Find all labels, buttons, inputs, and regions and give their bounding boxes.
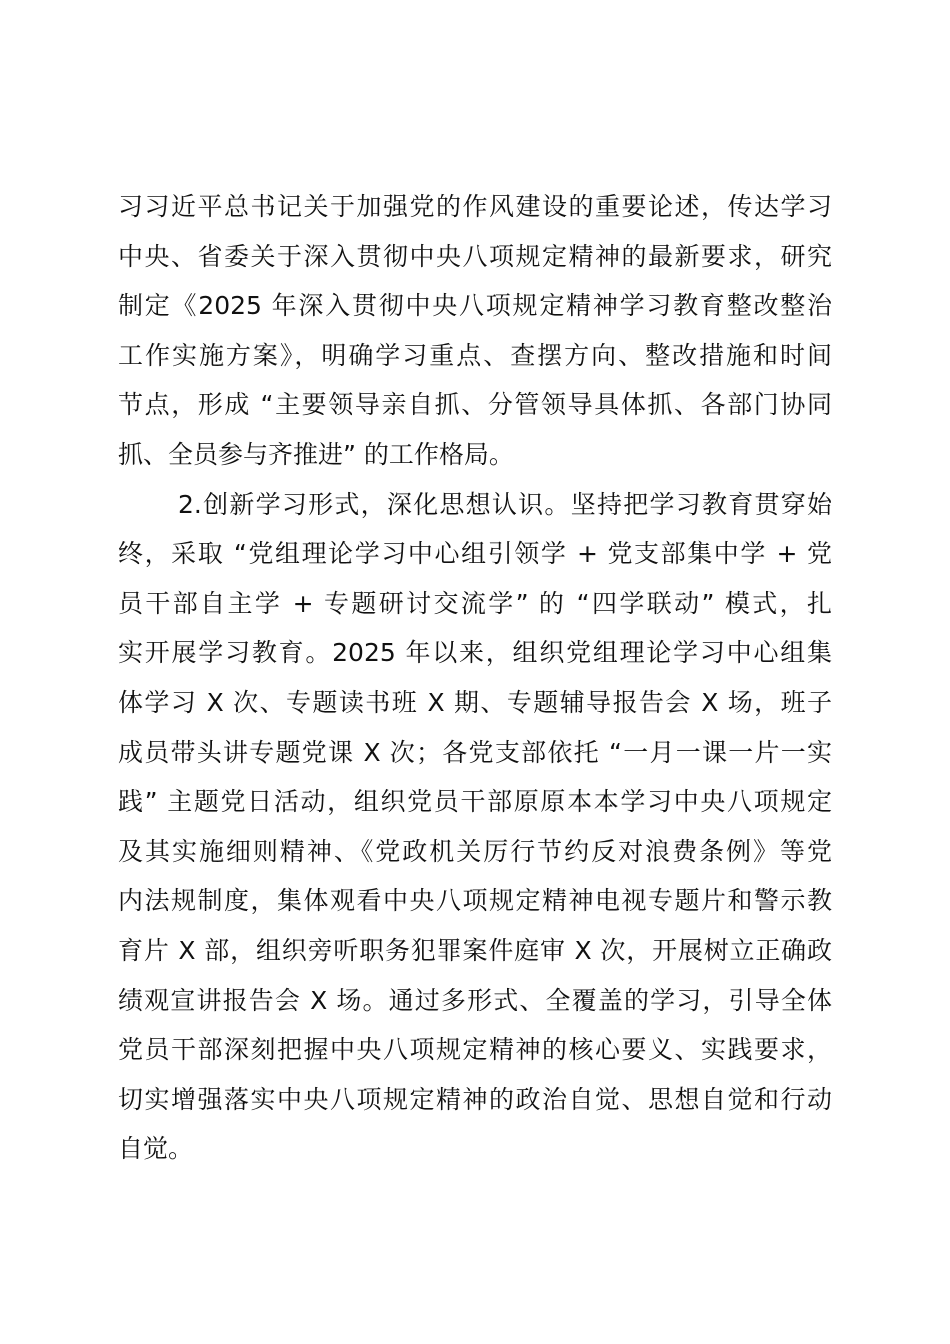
paragraph-line: 成员带头讲专题党课 X 次；各党支部依托 “一月一课一片一实 bbox=[118, 737, 832, 767]
paragraph-line: 切实增强落实中央八项规定精神的政治自觉、思想自觉和行动 bbox=[118, 1084, 832, 1114]
paragraph-line: 节点，形成 “主要领导亲自抓、分管领导具体抓、各部门协同 bbox=[118, 390, 832, 420]
document-body bbox=[118, 182, 832, 1174]
paragraph-line: 终，采取 “党组理论学习中心组引领学 + 党支部集中学 + 党 bbox=[118, 539, 832, 569]
paragraph-line: 党员干部深刻把握中央八项规定精神的核心要义、实践要求， bbox=[118, 1035, 832, 1065]
paragraph-line: 自觉。 bbox=[118, 1134, 194, 1164]
paragraph-line: 育片 X 部，组织旁听职务犯罪案件庭审 X 次，开展树立正确政 bbox=[118, 935, 832, 965]
paragraph-line: 内法规制度，集体观看中央八项规定精神电视专题片和警示教 bbox=[118, 886, 832, 916]
paragraph-line: 员干部自主学 + 专题研讨交流学” 的 “四学联动” 模式，扎 bbox=[118, 588, 832, 618]
paragraph-line: 抓、全员参与齐推进” 的工作格局。 bbox=[118, 439, 514, 469]
paragraph-line: 实开展学习教育。2025 年以来，组织党组理论学习中心组集 bbox=[118, 638, 832, 668]
paragraph-line: 制定《2025 年深入贯彻中央八项规定精神学习教育整改整治 bbox=[118, 291, 832, 321]
paragraph-line: 习习近平总书记关于加强党的作风建设的重要论述，传达学习 bbox=[118, 192, 832, 221]
section-heading-line: 2.创新学习形式，深化思想认识。坚持把学习教育贯穿始 bbox=[178, 489, 832, 519]
paragraph-line: 绩观宣讲报告会 X 场。通过多形式、全覆盖的学习，引导全体 bbox=[118, 985, 832, 1015]
paragraph-line: 中央、省委关于深入贯彻中央八项规定精神的最新要求，研究 bbox=[118, 241, 832, 271]
paragraph-line: 工作实施方案》，明确学习重点、查摆方向、整改措施和时间 bbox=[118, 340, 832, 370]
paragraph-line: 践” 主题党日活动，组织党员干部原原本本学习中央八项规定 bbox=[118, 787, 832, 817]
paragraph-line: 体学习 X 次、专题读书班 X 期、专题辅导报告会 X 场，班子 bbox=[118, 687, 832, 717]
paragraph-line: 及其实施细则精神、《党政机关厉行节约反对浪费条例》等党 bbox=[118, 836, 832, 866]
